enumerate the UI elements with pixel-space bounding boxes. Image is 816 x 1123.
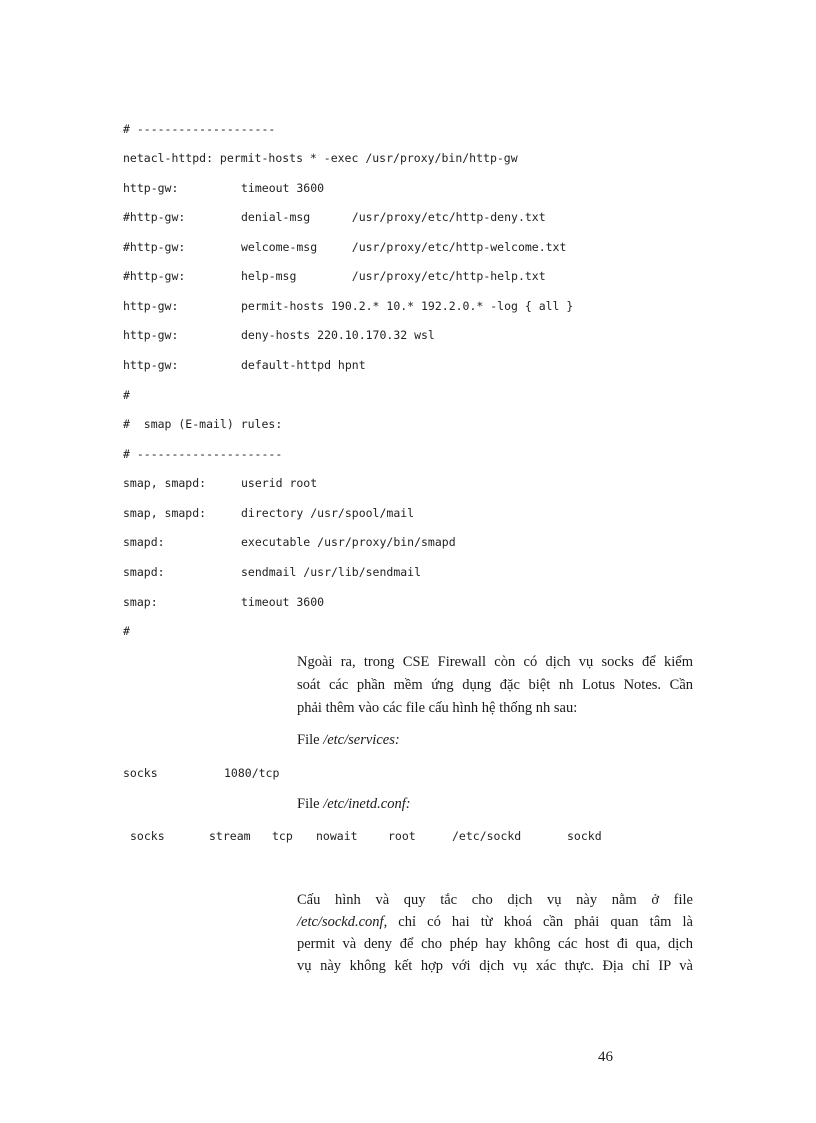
config-line: # smap (E-mail) rules: [123, 417, 283, 431]
config-line: # [123, 624, 130, 638]
file-path-inetd: /etc/inetd.conf: [323, 796, 411, 812]
config-line: smap: timeout 3600 [123, 595, 325, 609]
file-path-sockd: /etc/sockd.conf [297, 914, 384, 930]
services-entry: socks 1080/tcp [123, 766, 280, 780]
paragraph-sockd-config-line: permit và deny để cho phép hay không các host đi qua, dịch [297, 936, 693, 952]
config-line: smap, smapd: userid root [123, 476, 318, 490]
config-line: http-gw: deny-hosts 220.10.170.32 wsl [123, 328, 435, 342]
file-label-inetd: File /etc/inetd.conf: [297, 796, 411, 812]
paragraph-sockd-config-line: Cấu hình và quy tắc cho dịch vụ này nằm ở file [297, 892, 693, 908]
paragraph-socks-intro-line: soát các phần mềm ứng dụng đặc biệt nh Lotus Notes. Cần [297, 677, 693, 693]
config-line: #http-gw: denial-msg /usr/proxy/etc/http-deny.txt [123, 210, 546, 224]
config-line: http-gw: default-httpd hpnt [123, 358, 366, 372]
config-line: smap, smapd: directory /usr/spool/mail [123, 506, 415, 520]
paragraph-socks-intro-line: phải thêm vào các file cấu hình hệ thống nh sau: [297, 700, 578, 716]
file-path-services: /etc/services: [323, 732, 400, 748]
config-line: #http-gw: help-msg /usr/proxy/etc/http-help.txt [123, 269, 546, 283]
config-line: smapd: executable /usr/proxy/bin/smapd [123, 535, 456, 549]
config-line: http-gw: permit-hosts 190.2.* 10.* 192.2.0.* -log { all } [123, 299, 574, 313]
config-line: netacl-httpd: permit-hosts * -exec /usr/proxy/bin/http-gw [123, 151, 518, 165]
inetd-entry: socks stream tcp nowait root /etc/sockd sockd [130, 829, 602, 843]
paragraph-socks-intro-line: Ngoài ra, trong CSE Firewall còn có dịch vụ socks để kiểm [297, 654, 693, 670]
config-line: smapd: sendmail /usr/lib/sendmail [123, 565, 422, 579]
page-number: 46 [598, 1049, 613, 1065]
config-line: # [123, 388, 130, 402]
paragraph-sockd-config-line: /etc/sockd.conf, chỉ có hai từ khoá cần phải quan tâm là [297, 914, 693, 930]
config-line: #http-gw: welcome-msg /usr/proxy/etc/http-welcome.txt [123, 240, 567, 254]
config-line: # --------------------- [123, 447, 283, 461]
paragraph-sockd-config-line: vụ này không kết hợp với dịch vụ xác thực. Địa chỉ IP và [297, 958, 693, 974]
file-label-services: File /etc/services: [297, 732, 400, 748]
config-line: # -------------------- [123, 122, 276, 136]
config-line: http-gw: timeout 3600 [123, 181, 325, 195]
